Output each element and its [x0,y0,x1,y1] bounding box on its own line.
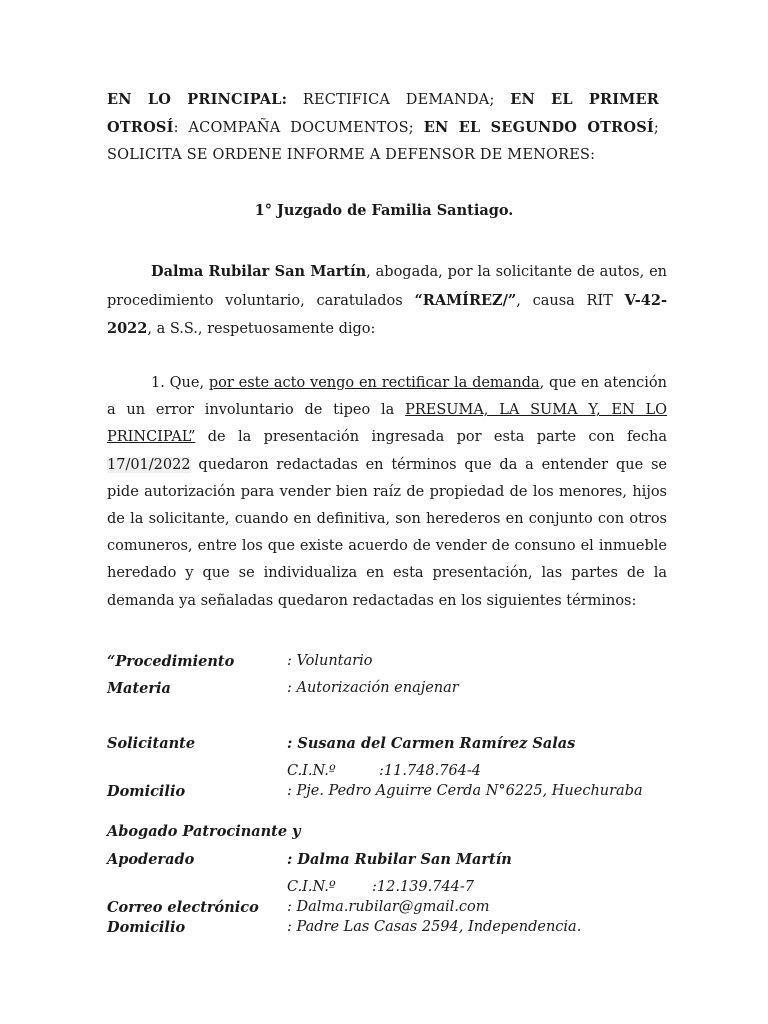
solicitante-cin-value: :11.748.764-4 [379,763,482,779]
principal-text: RECTIFICA DEMANDA; [287,92,511,108]
apoderado-cin-label: C.I.N.º [287,879,336,895]
intro-text-1: , abogada, por la solicitante de autos, en procedimiento voluntario, caratulados [107,264,668,309]
apoderado-cin-value: :12.139.744-7 [372,879,475,895]
intro-paragraph [107,258,667,344]
procedimiento-value: : Voluntario [287,653,373,669]
domicilio2-value: : Padre Las Casas 2594, Independencia. [287,919,582,935]
intro-text-2: , causa RIT [516,292,625,309]
solicitante-value: : Susana del Carmen Ramírez Salas [287,735,576,752]
underlined-rectify: por este acto vengo en rectificar la demanda [208,375,540,391]
correo-label: Correo electrónico [107,899,259,916]
primer-otrosi-text: : ACOMPAÑA DOCUMENTOS; [173,120,424,136]
filing-date: 17/01/2022 [107,456,191,473]
materia-value: : Autorización enajenar [287,680,459,696]
court-name: 1° Juzgado de Familia Santiago. [254,202,514,219]
correo-value: : Dalma.rubilar@gmail.com [287,899,490,915]
domicilio-value: : Pje. Pedro Aguirre Cerda N°6225, Huechuraba [287,783,643,799]
apoderado-label: Apoderado [107,851,195,868]
paragraph-text-1: , que en atención a un error involuntario de tipeo la [107,375,667,419]
apoderado-value: : Dalma Rubilar San Martín [287,851,512,868]
solicitante-cin-label: C.I.N.º [287,763,336,779]
solicitante-label: Solicitante [107,735,196,752]
paragraph-number: 1. Que, [151,375,209,391]
materia-label: Materia [107,680,171,697]
procedimiento-label: “Procedimiento [107,653,235,670]
paragraph-text-3: quedaron redactadas en términos que da a entender que se pide autorización para vender bien raíz de propiedad de los menores, hijos de la solicitante, cuando en definitiva, son herederos en conjunto con otros comuneros, entre los que existe acuerdo de vender de consuno el inmueble heredado y que se individualiza en esta presentación, las partes de la demanda ya señaladas quedaron redactadas en los siguientes términos: [107,456,667,609]
document-heading [107,86,659,169]
rit-number: V-42-2022 [107,291,667,337]
paragraph-text-2: de la presentación ingresada por esta parte con fecha [195,429,667,446]
case-name: “RAMÍREZ/” [414,291,517,309]
underlined-presuma: PRESUMA, LA SUMA Y, EN LO PRINCIPAL” [107,402,667,446]
principal-label: EN LO PRINCIPAL: [107,91,288,108]
segundo-otrosi-label: EN EL SEGUNDO OTROSÍ [423,119,654,136]
domicilio2-label: Domicilio [107,919,186,936]
domicilio-label: Domicilio [107,783,186,800]
intro-text-3: , a S.S., respetuosamente digo: [147,321,376,337]
lawyer-name: Dalma Rubilar San Martín [151,263,367,280]
primer-otrosi-label: EN EL PRIMER OTROSÍ [107,91,659,136]
paragraph-1 [107,370,667,615]
segundo-otrosi-text: ; SOLICITA SE ORDENE INFORME A DEFENSOR DE MENORES: [107,120,659,163]
abogado-label: Abogado Patrocinante y [107,823,301,840]
